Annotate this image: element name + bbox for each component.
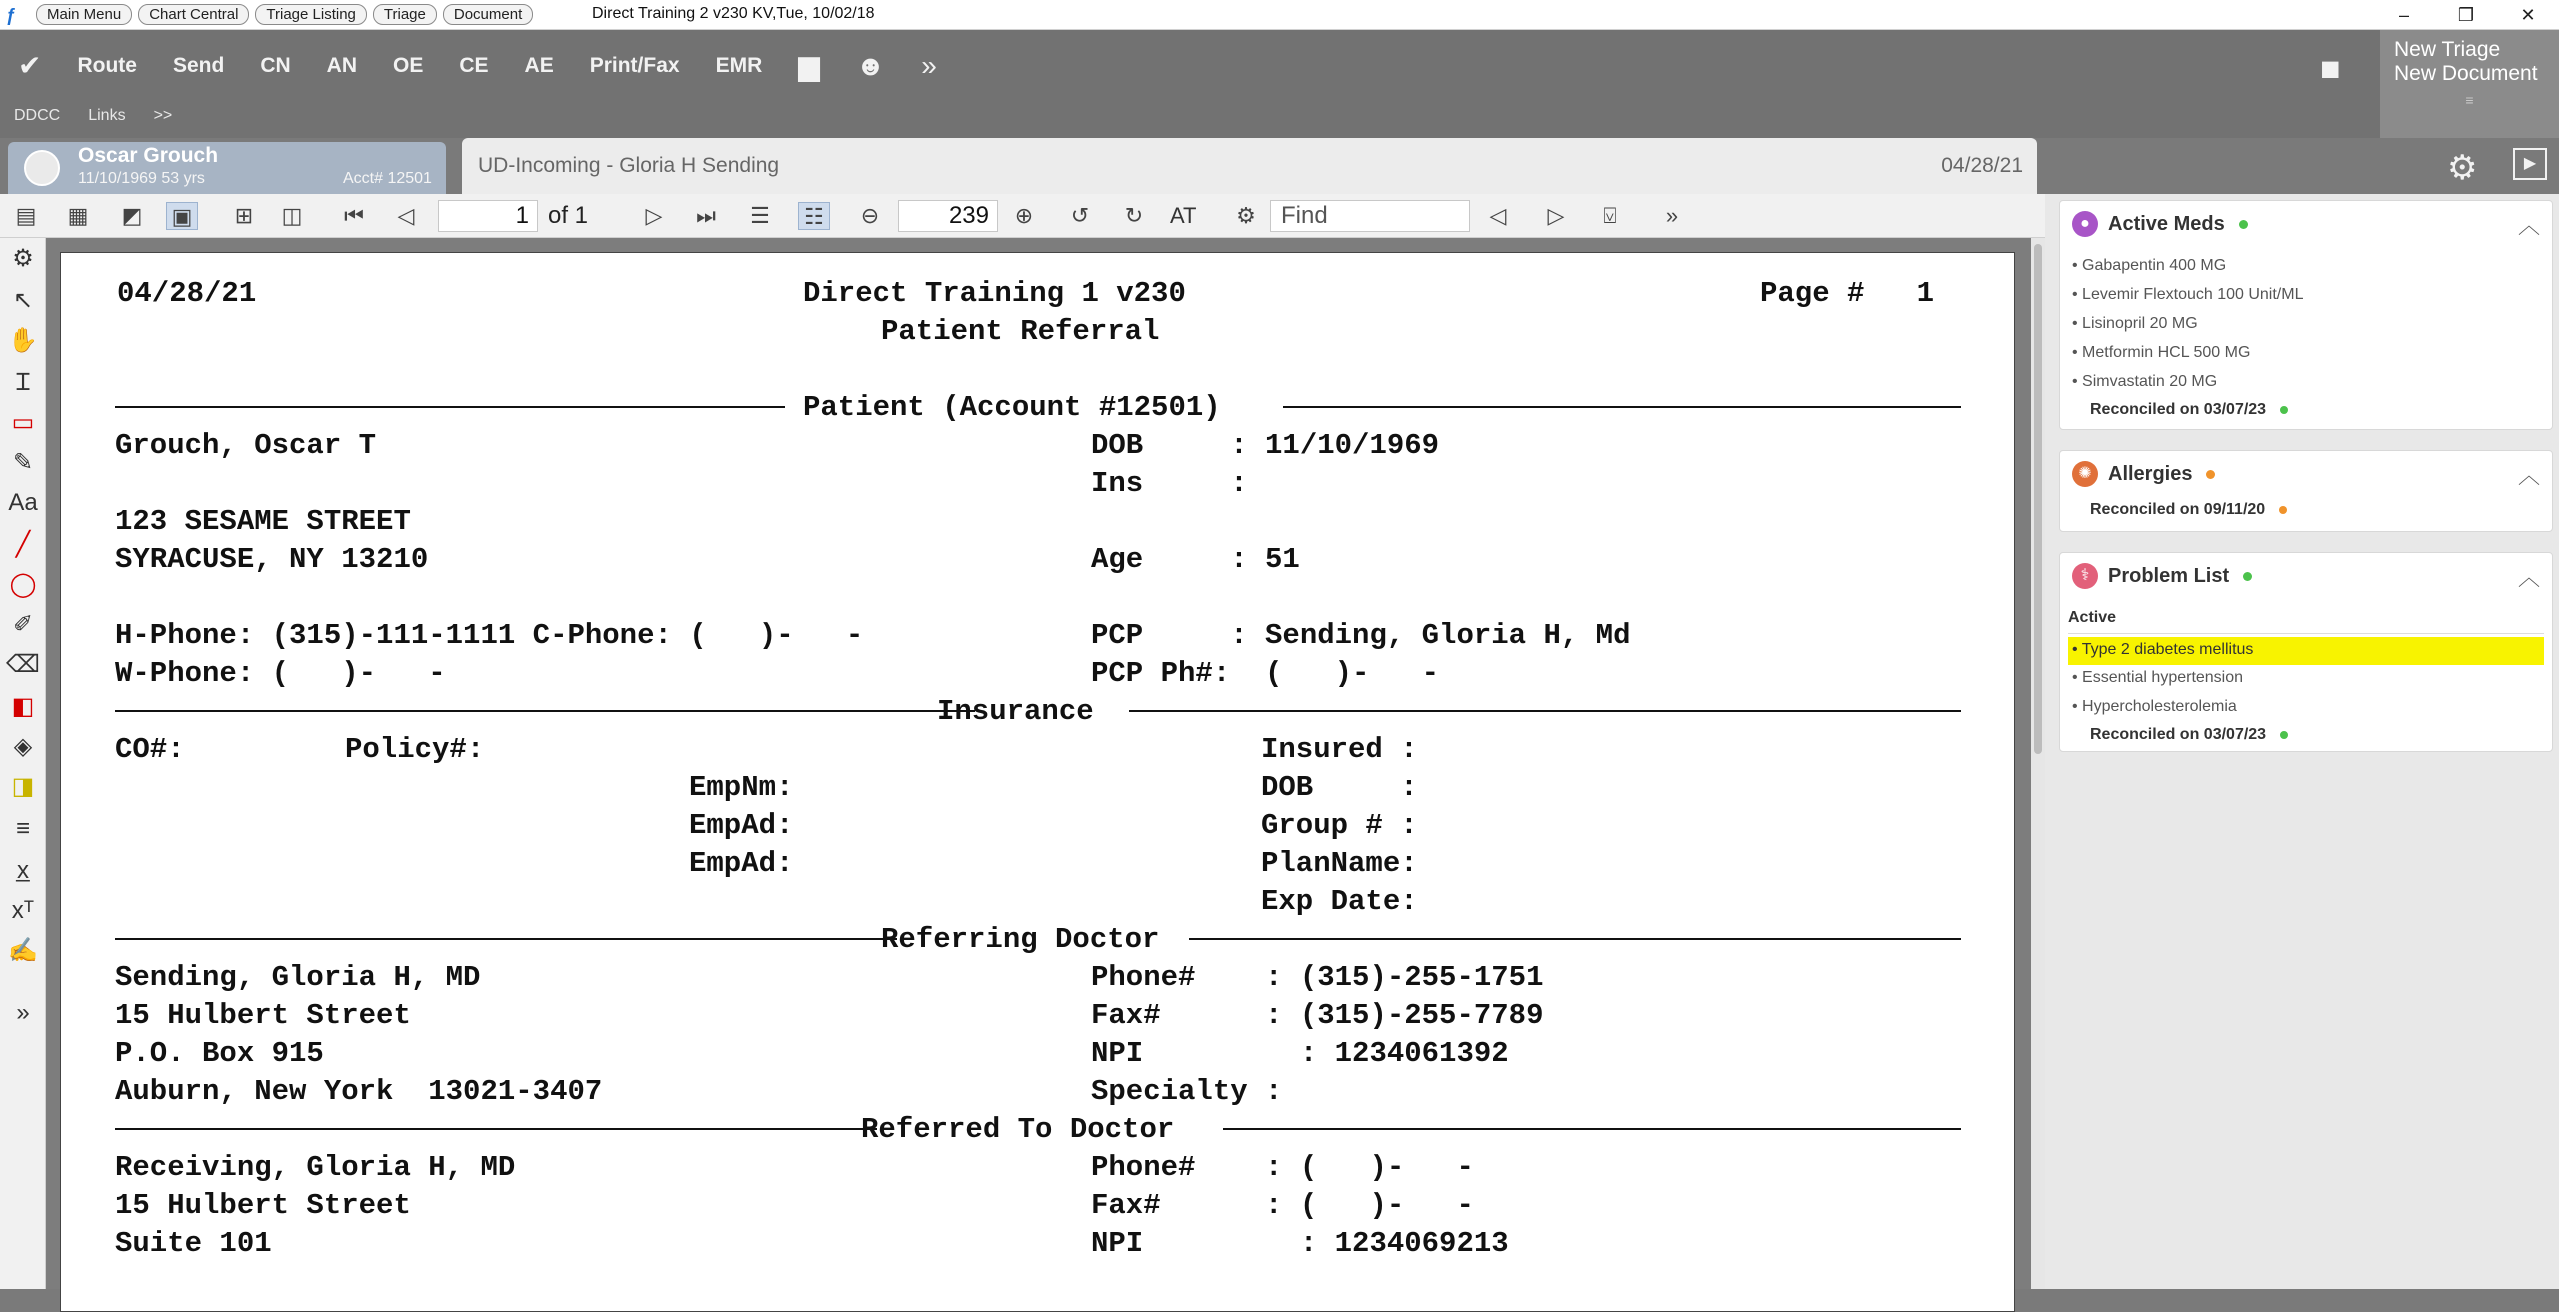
patient-full-name: Grouch, Oscar T	[115, 429, 377, 462]
patient-pcp: PCP : Sending, Gloria H, Md	[1091, 619, 1631, 652]
find-input[interactable]: Find	[1270, 200, 1470, 232]
problem-list-card	[2059, 552, 2553, 752]
zoom-out-icon[interactable]: ⊖	[860, 203, 880, 228]
insurance-group: Group # :	[1261, 809, 1418, 842]
window-title: Direct Training 2 v230 KV,Tue, 10/02/18	[592, 5, 875, 22]
rotate-left-icon[interactable]: ↺	[1070, 203, 1090, 228]
text-cursor-icon[interactable]: Ɪ	[16, 369, 30, 396]
referred-to-address2: Suite 101	[115, 1227, 272, 1260]
chevron-up-icon[interactable]: ︿	[2517, 213, 2540, 238]
status-dot	[2280, 406, 2288, 414]
med-item[interactable]: • Gabapentin 400 MG	[2072, 257, 2227, 274]
avatar	[24, 150, 60, 186]
page-count: of 1	[548, 202, 589, 229]
an-button[interactable]: AN	[326, 54, 357, 77]
referring-specialty: Specialty :	[1091, 1075, 1283, 1108]
bookmark-icon[interactable]: ⍌	[1603, 203, 1617, 228]
breadcrumb-main-menu[interactable]: Main Menu	[36, 4, 132, 25]
med-item[interactable]: • Metformin HCL 500 MG	[2072, 344, 2251, 361]
allergy-icon: ✺	[2072, 461, 2098, 487]
document-viewer[interactable]	[46, 238, 2045, 1289]
document-date: 04/28/21	[1941, 154, 2023, 177]
referring-address1: 15 Hulbert Street	[115, 999, 411, 1032]
previous-page-icon[interactable]: ◁	[397, 203, 415, 228]
paint-bucket-icon[interactable]: ◈	[13, 733, 33, 760]
subscript-icon[interactable]: x̲	[17, 857, 29, 884]
two-page-icon[interactable]: ◫	[281, 203, 303, 228]
gear-icon[interactable]: ⚙	[2447, 149, 2478, 187]
insurance-dob: DOB :	[1261, 771, 1418, 804]
allergies-card	[2059, 450, 2553, 532]
referred-to-address1: 15 Hulbert Street	[115, 1189, 411, 1222]
emr-button[interactable]: EMR	[715, 54, 763, 77]
next-page-icon[interactable]: ▷	[645, 203, 663, 228]
annotation-toolbar	[0, 238, 46, 1289]
insurance-insured: Insured :	[1261, 733, 1418, 766]
status-dot	[2239, 220, 2248, 229]
status-dot	[2279, 506, 2287, 514]
insurance-empad1: EmpAd:	[689, 809, 794, 842]
expand-tools-icon[interactable]: »	[16, 999, 30, 1026]
find-previous-icon[interactable]: ◁	[1489, 203, 1507, 228]
med-item[interactable]: • Simvastatin 20 MG	[2072, 373, 2218, 390]
divider	[115, 1128, 877, 1130]
line-icon[interactable]: ╱	[15, 531, 31, 558]
signature-icon[interactable]: ✍	[8, 937, 38, 964]
single-page-icon[interactable]: ▣	[166, 202, 198, 230]
referring-phone: Phone# : (315)-255-1751	[1091, 961, 1544, 994]
fit-width-icon[interactable]: ☷	[798, 202, 830, 230]
patient-bar	[0, 138, 2045, 194]
fit-page-icon[interactable]: ☰	[750, 203, 770, 228]
page-number-input[interactable]: 1	[438, 200, 538, 232]
patient-name: Oscar Grouch	[78, 144, 219, 167]
settings-icon[interactable]: ⚙	[12, 245, 34, 272]
pill-icon: ●	[2072, 211, 2098, 237]
document-tab[interactable]	[462, 138, 2037, 194]
section-insurance: Insurance	[937, 695, 1094, 728]
document-title: UD-Incoming - Gloria H Sending	[478, 154, 780, 177]
status-dot	[2280, 731, 2288, 739]
divider	[1129, 710, 1961, 712]
grip-icon[interactable]: ≡	[2465, 92, 2474, 108]
status-dot	[2206, 470, 2215, 479]
problem-item[interactable]: • Type 2 diabetes mellitus	[2072, 641, 2254, 658]
doc-date: 04/28/21	[117, 277, 257, 310]
save-icon[interactable]: ▤	[15, 203, 37, 228]
problem-item[interactable]: • Essential hypertension	[2072, 669, 2244, 686]
insurance-co: CO#:	[115, 733, 185, 766]
insurance-empad2: EmpAd:	[689, 847, 794, 880]
divider	[2068, 633, 2544, 634]
patient-account: Acct# 12501	[343, 170, 432, 187]
allergies-title[interactable]: Allergies	[2108, 462, 2193, 485]
scrollbar-thumb[interactable]	[2034, 244, 2042, 754]
referred-to-npi: NPI : 1234069213	[1091, 1227, 1509, 1260]
insurance-empnm: EmpNm:	[689, 771, 794, 804]
double-chevron-icon[interactable]: »	[921, 50, 937, 81]
patient-age-field: Age : 51	[1091, 543, 1300, 576]
grid-view-icon[interactable]: ⊞	[234, 203, 254, 228]
ae-button[interactable]: AE	[524, 54, 554, 77]
hand-icon[interactable]: ✋	[8, 327, 38, 354]
video-camera-icon[interactable]: ■	[2320, 50, 2341, 88]
breadcrumb-document[interactable]: Document	[443, 4, 533, 25]
problem-status-label: Active	[2068, 609, 2117, 626]
last-page-icon[interactable]: ⏭	[696, 203, 716, 228]
send-button[interactable]: Send	[172, 54, 225, 77]
medical-icon: ⚕	[2072, 563, 2098, 589]
checkmark-icon[interactable]: ✔	[18, 50, 42, 81]
zoom-input[interactable]: 239	[898, 200, 998, 232]
referring-address2: P.O. Box 915	[115, 1037, 324, 1070]
patient-dob-field: DOB : 11/10/1969	[1091, 429, 1440, 462]
chevron-up-icon[interactable]: ︿	[2517, 463, 2540, 488]
line-weight-icon[interactable]: ≡	[15, 815, 30, 842]
new-items-box	[2380, 30, 2559, 138]
robot-icon[interactable]: ☻	[855, 50, 886, 81]
chevron-up-icon[interactable]: ︿	[2517, 565, 2540, 590]
problem-item[interactable]: • Hypercholesterolemia	[2072, 698, 2237, 715]
layer-color-icon[interactable]: ◨	[11, 773, 35, 800]
active-meds-card	[2059, 200, 2553, 430]
referred-to-name: Receiving, Gloria H, MD	[115, 1151, 516, 1184]
referred-to-phone: Phone# : ( )- -	[1091, 1151, 1474, 1184]
highlighter-icon[interactable]: ✐	[12, 611, 34, 638]
med-item[interactable]: • Lisinopril 20 MG	[2072, 315, 2198, 332]
allergies-reconciled	[2090, 501, 2287, 519]
document-page	[60, 252, 2015, 1312]
ce-button[interactable]: CE	[459, 54, 489, 77]
find-next-icon[interactable]: ▷	[1547, 203, 1565, 228]
doc-form-title: Patient Referral	[881, 315, 1160, 348]
patient-tab[interactable]	[8, 142, 446, 194]
app-logo-icon: ƒ	[6, 5, 17, 25]
referring-address3: Auburn, New York 13021-3407	[115, 1075, 603, 1108]
play-icon[interactable]: ▶	[2513, 148, 2547, 180]
breadcrumb-chart-central[interactable]: Chart Central	[138, 4, 249, 25]
divider	[115, 406, 785, 408]
med-item[interactable]: • Levemir Flextouch 100 Unit/ML	[2072, 286, 2304, 303]
route-button[interactable]: Route	[77, 54, 137, 77]
new-document-button[interactable]: New Document	[2394, 62, 2538, 85]
active-meds-title[interactable]: Active Meds	[2108, 212, 2225, 235]
meds-reconciled	[2090, 401, 2288, 419]
pen-icon[interactable]: ✎	[12, 449, 34, 476]
divider	[1283, 406, 1961, 408]
print-fax-button[interactable]: Print/Fax	[589, 54, 680, 77]
patient-address-line2: SYRACUSE, NY 13210	[115, 543, 429, 576]
doc-clinic: Direct Training 1 v230	[803, 277, 1186, 310]
section-referring-doctor: Referring Doctor	[881, 923, 1160, 956]
doc-page-number: Page # 1	[1760, 277, 1935, 310]
problems-reconciled	[2090, 726, 2288, 744]
patient-work-phone: W-Phone: ( )- -	[115, 657, 446, 690]
divider	[115, 710, 975, 712]
referred-to-fax: Fax# : ( )- -	[1091, 1189, 1474, 1222]
patient-dob: 11/10/1969 53 yrs	[78, 170, 205, 187]
problems-reconciled-text: Reconciled on 03/07/23	[2090, 726, 2267, 743]
clinical-panel	[2045, 194, 2559, 1289]
divider	[115, 938, 897, 940]
referring-fax: Fax# : (315)-255-7789	[1091, 999, 1544, 1032]
eraser-icon[interactable]: ⌫	[6, 651, 40, 678]
referring-npi: NPI : 1234061392	[1091, 1037, 1509, 1070]
title-bar	[0, 0, 2559, 30]
settings-icon[interactable]: ⚙	[1236, 203, 1256, 228]
font-icon[interactable]: Aa	[8, 489, 38, 516]
select-arrow-icon[interactable]: ↖	[12, 287, 34, 314]
insurance-policy: Policy#:	[345, 733, 485, 766]
meds-reconciled-text: Reconciled on 03/07/23	[2090, 401, 2267, 418]
minimize-button[interactable]: –	[2398, 5, 2409, 25]
patient-pcp-phone: PCP Ph#: ( )- -	[1091, 657, 1440, 690]
close-button[interactable]: ✕	[2520, 5, 2536, 25]
section-referred-to-doctor: Referred To Doctor	[861, 1113, 1175, 1146]
breadcrumb-triage[interactable]: Triage	[373, 4, 437, 25]
ellipse-icon[interactable]: ◯	[9, 571, 37, 598]
patient-phones: H-Phone: (315)-111-1111 C-Phone: ( )- -	[115, 619, 864, 652]
rectangle-icon[interactable]: ▭	[11, 409, 35, 436]
document-scrollbar[interactable]	[2031, 238, 2045, 1289]
clipboard-icon[interactable]: ▆	[798, 50, 820, 81]
new-triage-button[interactable]: New Triage	[2394, 38, 2501, 61]
breadcrumb-triage-listing[interactable]: Triage Listing	[255, 4, 367, 25]
cn-button[interactable]: CN	[260, 54, 291, 77]
patient-ins-field: Ins :	[1091, 467, 1248, 500]
restore-button[interactable]: ❒	[2457, 5, 2475, 25]
problem-list-title[interactable]: Problem List	[2108, 564, 2230, 587]
ddcc-link[interactable]: DDCC	[14, 107, 61, 124]
allergies-reconciled-text: Reconciled on 09/11/20	[2090, 501, 2266, 518]
breadcrumb	[36, 4, 533, 25]
panel-header	[2045, 138, 2559, 194]
section-patient: Patient (Account #12501)	[803, 391, 1221, 424]
status-dot	[2243, 572, 2252, 581]
links-link[interactable]: Links	[88, 107, 126, 124]
zoom-in-icon[interactable]: ⊕	[1014, 203, 1034, 228]
edit-icon[interactable]: ◩	[121, 203, 143, 228]
paste-icon[interactable]: ▦	[67, 203, 89, 228]
expand-icon[interactable]: »	[1665, 203, 1679, 228]
more-link[interactable]: >>	[153, 107, 173, 124]
first-page-icon[interactable]: ⏮	[344, 203, 364, 228]
divider	[1189, 938, 1961, 940]
insurance-planname: PlanName:	[1261, 847, 1418, 880]
main-toolbar	[0, 30, 2559, 138]
superscript-icon[interactable]: xᵀ	[11, 897, 35, 924]
at-button[interactable]: AT	[1170, 203, 1197, 228]
divider	[1223, 1128, 1961, 1130]
oe-button[interactable]: OE	[393, 54, 424, 77]
patient-address-line1: 123 SESAME STREET	[115, 505, 411, 538]
referring-name: Sending, Gloria H, MD	[115, 961, 481, 994]
fill-color-icon[interactable]: ◧	[11, 693, 35, 720]
rotate-right-icon[interactable]: ↻	[1124, 203, 1144, 228]
insurance-expdate: Exp Date:	[1261, 885, 1418, 918]
document-toolbar	[0, 194, 2045, 238]
